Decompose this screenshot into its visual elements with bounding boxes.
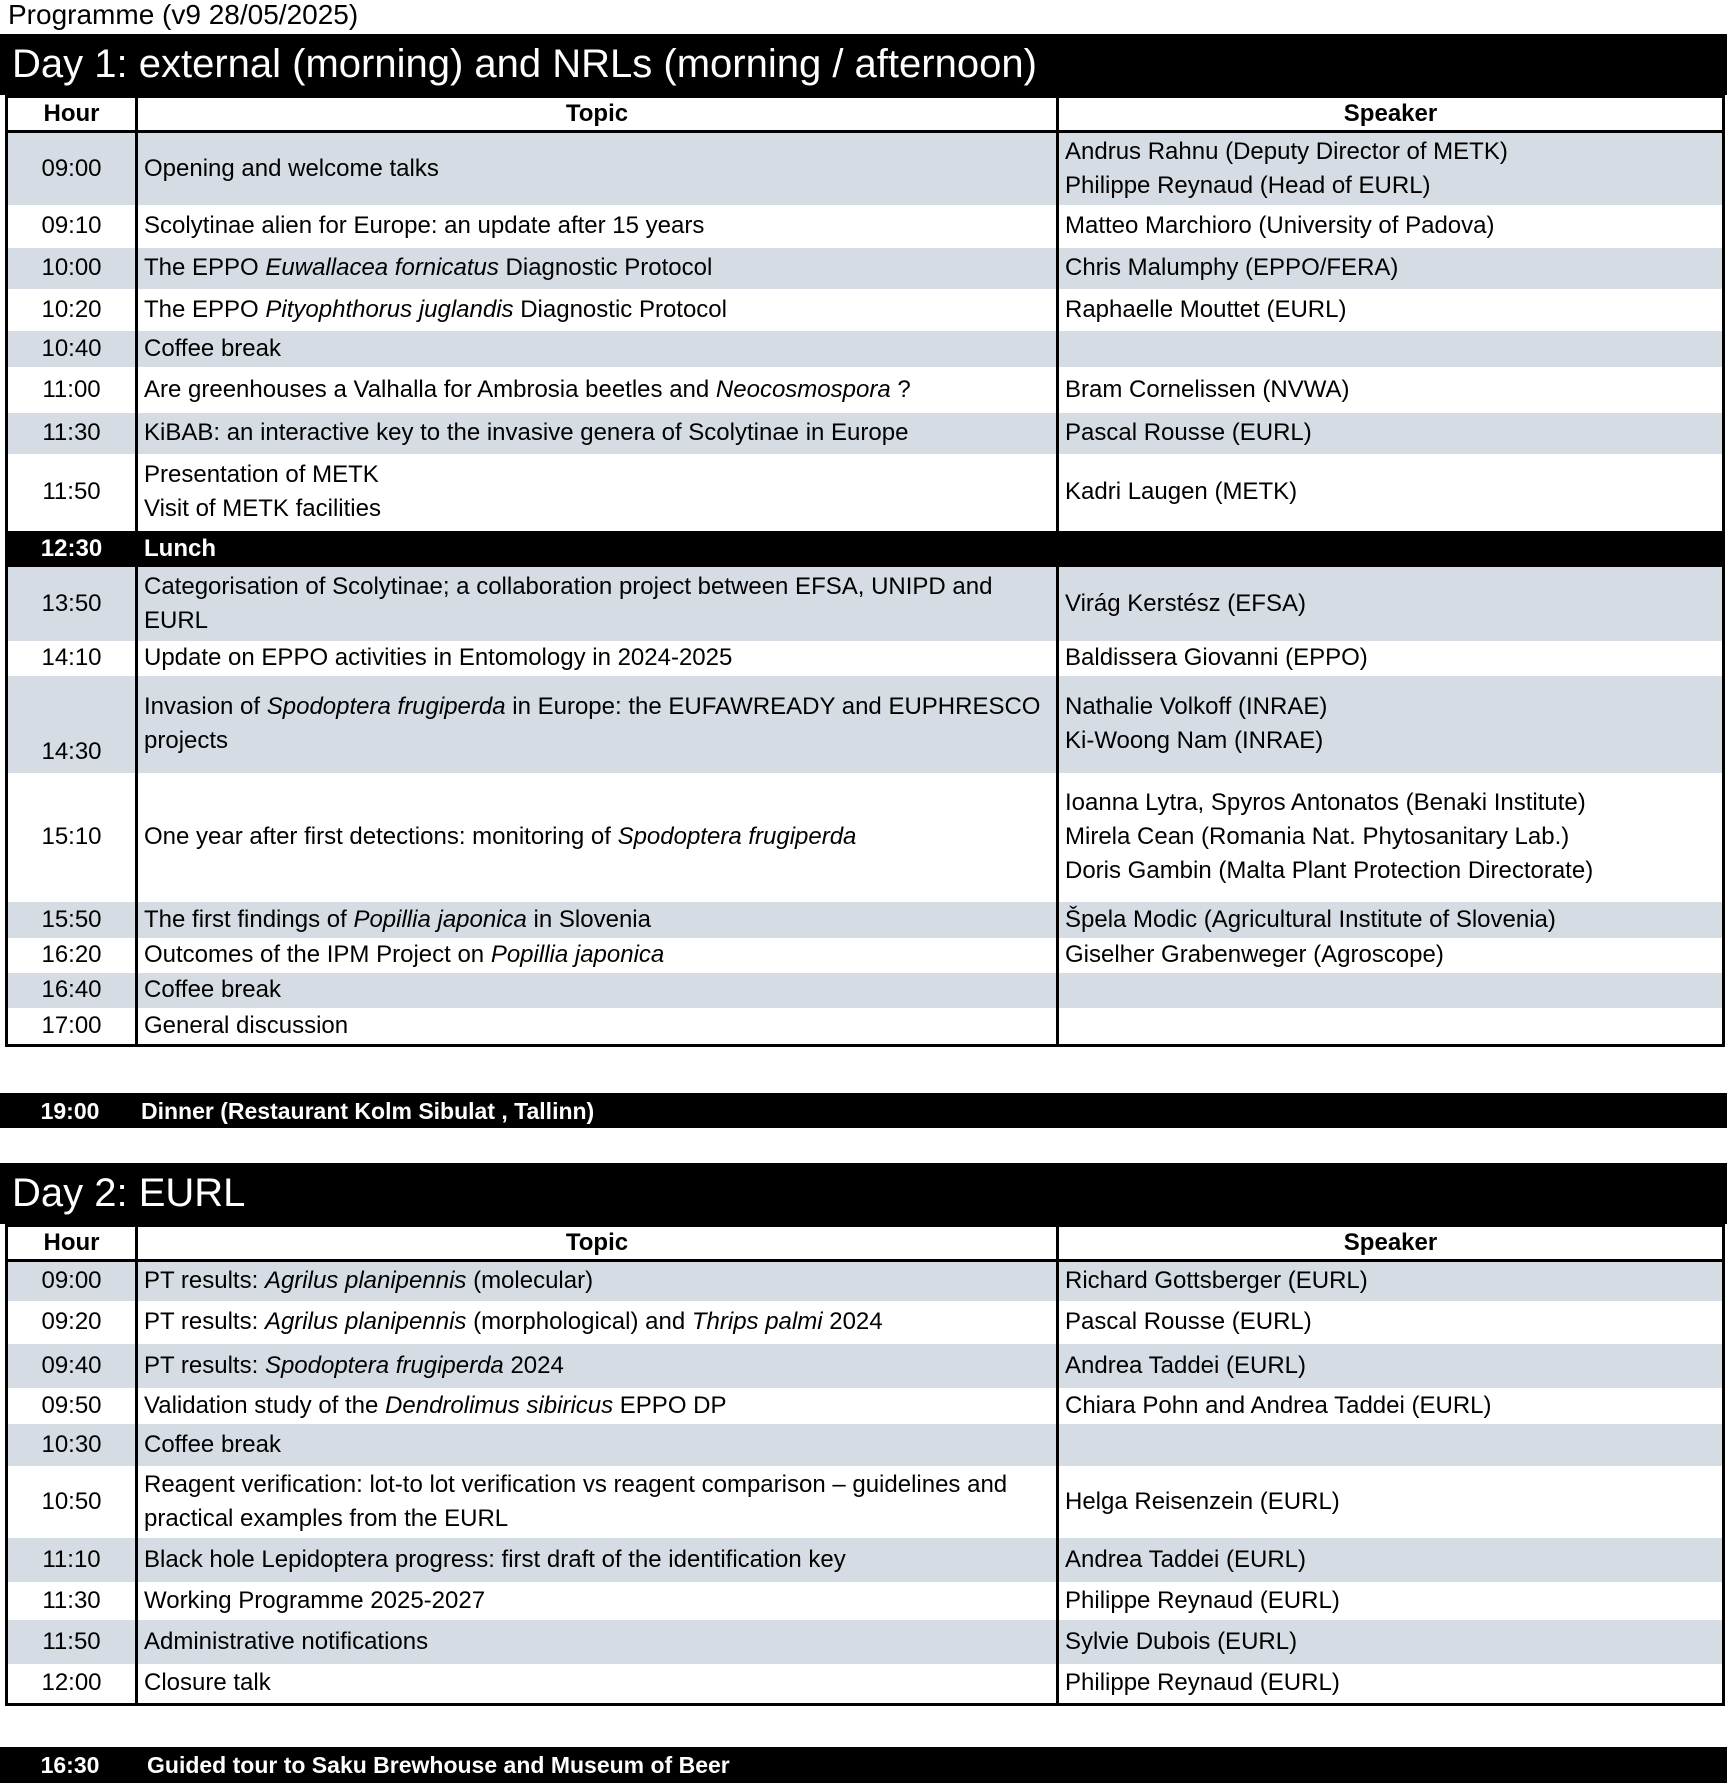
row-topic: Black hole Lepidoptera progress: first draft of the identification key bbox=[137, 1538, 1058, 1582]
column-header-topic: Topic bbox=[137, 97, 1058, 132]
row-topic: Presentation of METK Visit of METK facilities bbox=[137, 454, 1058, 531]
row-speaker: Andrea Taddei (EURL) bbox=[1058, 1344, 1724, 1388]
row-speaker bbox=[1058, 1424, 1724, 1466]
row-hour: 09:00 bbox=[7, 132, 137, 205]
table-row bbox=[7, 1664, 1724, 1705]
row-speaker: Nathalie Volkoff (INRAE) Ki-Woong Nam (INRAE) bbox=[1058, 676, 1724, 773]
row-topic: Lunch bbox=[137, 531, 1058, 567]
row-topic: Closure talk bbox=[137, 1664, 1058, 1705]
row-speaker: Raphaelle Mouttet (EURL) bbox=[1058, 289, 1724, 331]
dinner-bar bbox=[0, 1093, 1727, 1128]
row-hour: 11:00 bbox=[7, 367, 137, 413]
row-topic: Reagent verification: lot-to lot verification vs reagent comparison – guidelines and practical examples from the EURL bbox=[137, 1466, 1058, 1538]
row-speaker: Pascal Rousse (EURL) bbox=[1058, 1301, 1724, 1344]
row-hour: 14:10 bbox=[7, 641, 137, 676]
table-row bbox=[7, 1301, 1724, 1344]
row-speaker: Pascal Rousse (EURL) bbox=[1058, 413, 1724, 454]
table-row bbox=[7, 1008, 1724, 1046]
row-speaker: Giselher Grabenweger (Agroscope) bbox=[1058, 938, 1724, 973]
day1-table bbox=[5, 95, 1725, 1047]
row-topic: Outcomes of the IPM Project on Popillia japonica bbox=[137, 938, 1058, 973]
row-topic: Coffee break bbox=[137, 331, 1058, 367]
row-hour: 11:30 bbox=[7, 1582, 137, 1620]
table-row bbox=[7, 248, 1724, 289]
table-row bbox=[7, 676, 1724, 773]
day2-title-bar: Day 2: EURL bbox=[0, 1163, 1727, 1224]
column-header-topic: Topic bbox=[137, 1226, 1058, 1261]
row-hour: 16:40 bbox=[7, 973, 137, 1008]
row-hour: 13:50 bbox=[7, 567, 137, 641]
table-row bbox=[7, 938, 1724, 973]
table-row bbox=[7, 1261, 1724, 1301]
row-hour: 09:20 bbox=[7, 1301, 137, 1344]
row-speaker: Chris Malumphy (EPPO/FERA) bbox=[1058, 248, 1724, 289]
row-hour: 09:50 bbox=[7, 1388, 137, 1424]
row-topic: Validation study of the Dendrolimus sibiricus EPPO DP bbox=[137, 1388, 1058, 1424]
row-topic: Working Programme 2025-2027 bbox=[137, 1582, 1058, 1620]
table-row bbox=[7, 973, 1724, 1008]
table-row bbox=[7, 1620, 1724, 1664]
row-topic: Scolytinae alien for Europe: an update after 15 years bbox=[137, 205, 1058, 248]
row-topic: PT results: Agrilus planipennis (molecular) bbox=[137, 1261, 1058, 1301]
row-hour: 11:50 bbox=[7, 1620, 137, 1664]
row-speaker: Sylvie Dubois (EURL) bbox=[1058, 1620, 1724, 1664]
day1-title-bar: Day 1: external (morning) and NRLs (morning / afternoon) bbox=[0, 34, 1727, 95]
row-hour: 12:00 bbox=[7, 1664, 137, 1705]
row-topic: PT results: Spodoptera frugiperda 2024 bbox=[137, 1344, 1058, 1388]
row-hour: 17:00 bbox=[7, 1008, 137, 1046]
table-row bbox=[7, 205, 1724, 248]
table-row bbox=[7, 773, 1724, 902]
row-topic: One year after first detections: monitoring of Spodoptera frugiperda bbox=[137, 773, 1058, 902]
row-speaker bbox=[1058, 1008, 1724, 1046]
column-header-hour: Hour bbox=[7, 1226, 137, 1261]
table-row bbox=[7, 367, 1724, 413]
row-speaker: Andrea Taddei (EURL) bbox=[1058, 1538, 1724, 1582]
row-hour: 15:10 bbox=[7, 773, 137, 902]
table-row bbox=[7, 1424, 1724, 1466]
row-topic: Are greenhouses a Valhalla for Ambrosia beetles and Neocosmospora ? bbox=[137, 367, 1058, 413]
tour-hour: 16:30 bbox=[40, 1752, 100, 1778]
row-speaker: Matteo Marchioro (University of Padova) bbox=[1058, 205, 1724, 248]
row-speaker: Baldissera Giovanni (EPPO) bbox=[1058, 641, 1724, 676]
row-speaker bbox=[1058, 973, 1724, 1008]
row-hour: 09:40 bbox=[7, 1344, 137, 1388]
row-hour: 09:00 bbox=[7, 1261, 137, 1301]
table-row bbox=[7, 289, 1724, 331]
tour-text: Guided tour to Saku Brewhouse and Museum of Beer bbox=[147, 1752, 730, 1778]
column-header-speaker: Speaker bbox=[1058, 97, 1724, 132]
row-speaker: Philippe Reynaud (EURL) bbox=[1058, 1582, 1724, 1620]
row-topic: Invasion of Spodoptera frugiperda in Europe: the EUFAWREADY and EUPHRESCO projects bbox=[137, 676, 1058, 773]
table-row bbox=[7, 1538, 1724, 1582]
row-speaker: Helga Reisenzein (EURL) bbox=[1058, 1466, 1724, 1538]
row-speaker: Andrus Rahnu (Deputy Director of METK) Philippe Reynaud (Head of EURL) bbox=[1058, 132, 1724, 205]
row-hour: 10:20 bbox=[7, 289, 137, 331]
row-topic: Categorisation of Scolytinae; a collaboration project between EFSA, UNIPD and EURL bbox=[137, 567, 1058, 641]
row-hour: 11:10 bbox=[7, 1538, 137, 1582]
row-speaker bbox=[1058, 331, 1724, 367]
table-row bbox=[7, 331, 1724, 367]
row-speaker: Philippe Reynaud (EURL) bbox=[1058, 1664, 1724, 1705]
row-hour: 10:30 bbox=[7, 1424, 137, 1466]
table-row bbox=[7, 1466, 1724, 1538]
column-header-hour: Hour bbox=[7, 97, 137, 132]
row-topic: Coffee break bbox=[137, 973, 1058, 1008]
row-hour: 12:30 bbox=[7, 531, 137, 567]
row-hour: 14:30 bbox=[7, 676, 137, 773]
table-row bbox=[7, 1582, 1724, 1620]
row-topic: PT results: Agrilus planipennis (morphological) and Thrips palmi 2024 bbox=[137, 1301, 1058, 1344]
row-speaker: Kadri Laugen (METK) bbox=[1058, 454, 1724, 531]
row-topic: The EPPO Pityophthorus juglandis Diagnostic Protocol bbox=[137, 289, 1058, 331]
table-row bbox=[7, 902, 1724, 938]
table-row bbox=[7, 1388, 1724, 1424]
dinner-text: Dinner (Restaurant Kolm Sibulat , Tallinn) bbox=[141, 1098, 595, 1124]
tour-bar bbox=[0, 1747, 1727, 1783]
table-row bbox=[7, 132, 1724, 205]
table-row bbox=[7, 454, 1724, 531]
row-hour: 15:50 bbox=[7, 902, 137, 938]
day2-table bbox=[5, 1224, 1725, 1706]
row-topic: Update on EPPO activities in Entomology in 2024-2025 bbox=[137, 641, 1058, 676]
dinner-hour: 19:00 bbox=[40, 1098, 100, 1124]
row-hour: 11:50 bbox=[7, 454, 137, 531]
row-hour: 10:40 bbox=[7, 331, 137, 367]
row-speaker: Richard Gottsberger (EURL) bbox=[1058, 1261, 1724, 1301]
row-topic: KiBAB: an interactive key to the invasive genera of Scolytinae in Europe bbox=[137, 413, 1058, 454]
column-header-speaker: Speaker bbox=[1058, 1226, 1724, 1261]
row-topic: The first findings of Popillia japonica in Slovenia bbox=[137, 902, 1058, 938]
row-topic: Opening and welcome talks bbox=[137, 132, 1058, 205]
row-hour: 10:00 bbox=[7, 248, 137, 289]
row-topic: Administrative notifications bbox=[137, 1620, 1058, 1664]
document-title: Programme (v9 28/05/2025) bbox=[8, 0, 359, 30]
row-topic: Coffee break bbox=[137, 1424, 1058, 1466]
row-hour: 10:50 bbox=[7, 1466, 137, 1538]
row-speaker: Ioanna Lytra, Spyros Antonatos (Benaki Institute) Mirela Cean (Romania Nat. Phytosanitary Lab.) Doris Gambin (Malta Plant Protection Directorate) bbox=[1058, 773, 1724, 902]
row-speaker: Chiara Pohn and Andrea Taddei (EURL) bbox=[1058, 1388, 1724, 1424]
table-row bbox=[7, 1344, 1724, 1388]
row-topic: General discussion bbox=[137, 1008, 1058, 1046]
table-row bbox=[7, 641, 1724, 676]
row-speaker: Virág Kerstész (EFSA) bbox=[1058, 567, 1724, 641]
lunch-row bbox=[7, 531, 1724, 567]
row-hour: 16:20 bbox=[7, 938, 137, 973]
row-hour: 09:10 bbox=[7, 205, 137, 248]
table-row bbox=[7, 567, 1724, 641]
row-speaker: Špela Modic (Agricultural Institute of Slovenia) bbox=[1058, 902, 1724, 938]
row-speaker bbox=[1058, 531, 1724, 567]
row-topic: The EPPO Euwallacea fornicatus Diagnostic Protocol bbox=[137, 248, 1058, 289]
table-row bbox=[7, 413, 1724, 454]
row-hour: 11:30 bbox=[7, 413, 137, 454]
row-speaker: Bram Cornelissen (NVWA) bbox=[1058, 367, 1724, 413]
